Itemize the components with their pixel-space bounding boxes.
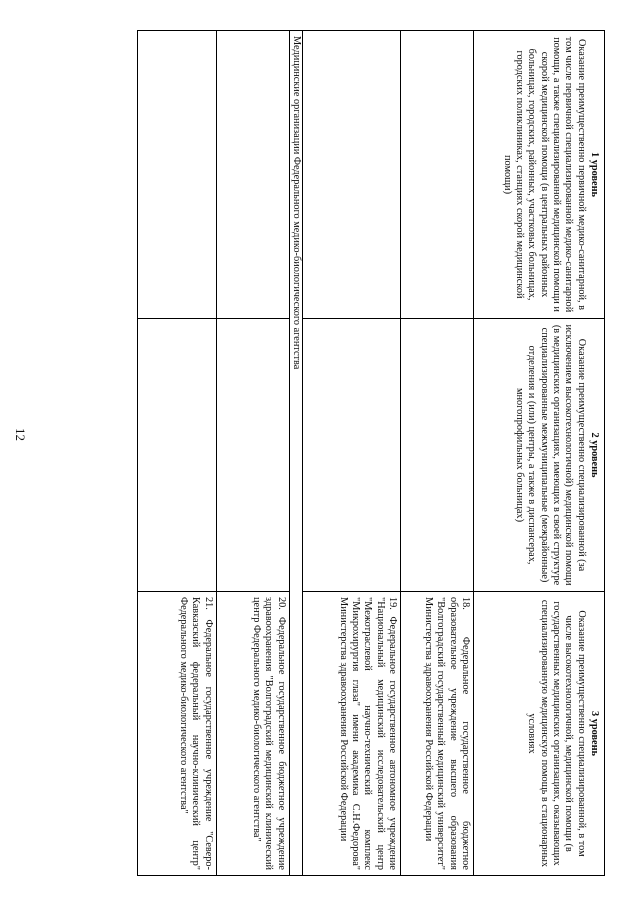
header-level-1 bbox=[474, 31, 605, 319]
table-row bbox=[303, 31, 401, 876]
level-2-cell bbox=[216, 319, 289, 592]
level-1-cell bbox=[303, 31, 401, 319]
levels-table bbox=[137, 30, 605, 876]
level-1-cell bbox=[401, 31, 474, 319]
page-number: 12 bbox=[13, 428, 28, 441]
level-3-organization: 21. Федеральное государственное учреждение "Северо-Кавказский федеральный научно-клинический центр" Федерального медико-биологического агентства" bbox=[137, 592, 216, 876]
level-3-organization: 20. Федеральное государственное бюджетное учреждение здравоохранения "Волгоградский медицинский клинический центр Федерального медико-биологического агентства" bbox=[216, 592, 289, 876]
level-2-cell bbox=[401, 319, 474, 592]
table-row bbox=[401, 31, 474, 876]
level-2-cell bbox=[303, 319, 401, 592]
section-header-row bbox=[289, 31, 302, 876]
level-1-description: Оказание преимущественно первичной медико-санитарной, в том числе первичной специализированной медико-санитарной помощи, а также специализированной медицинской помощи и скорой медицинской помощи (в центральных районных больницах, городских, районных, участковых больницах, городских поликлиниках, станциях скорой медицинской помощи) bbox=[501, 36, 587, 313]
level-3-organization: 18. Федеральное государственное бюджетное образовательное учреждение высшего образования "Волгоградский государственный медицинский университет" Министерства здравоохранения Российской Федерации bbox=[401, 592, 474, 876]
table-row bbox=[137, 31, 216, 876]
rotated-page bbox=[65, 30, 605, 875]
header-level-2 bbox=[474, 319, 605, 592]
level-3-description: Оказание преимущественно специализированной, в том числе высокотехнологичной, медицинской помощи (в государственных медицинских организациях, оказывающих специализированную медицинскую помощь в стационарных условиях bbox=[526, 599, 587, 868]
level-2-description: Оказание преимущественно специализированной (за исключением высокотехнологичной) медицинской помощи (в медицинских организациях, имеющих в своей структуре специализированные межмуниципальные (межрайонные) отделения и (или) центры, а также в диспансерах, многопрофильных больницах) bbox=[513, 324, 587, 586]
level-3-organization: 19. Федеральное государственное автономное учреждение "Национальный медицинский исследовательский центр "Межотраслевой научно-технический комплекс "Микрохирургия глаза" имени академика С.Н.Федорова" Министерства здравоохранения Российской Федерации bbox=[303, 592, 401, 876]
table-row bbox=[216, 31, 289, 876]
level-2-cell bbox=[137, 319, 216, 592]
level-1-cell bbox=[216, 31, 289, 319]
table-header-row bbox=[474, 31, 605, 876]
level-1-cell bbox=[137, 31, 216, 319]
level-2-title: 2 уровень bbox=[589, 432, 600, 478]
header-level-3 bbox=[474, 592, 605, 876]
level-3-title: 3 уровень bbox=[589, 711, 600, 756]
section-title: Медицинские организации Федерального медико-биологического агентства bbox=[289, 31, 302, 876]
level-1-title: 1 уровень bbox=[589, 152, 600, 197]
